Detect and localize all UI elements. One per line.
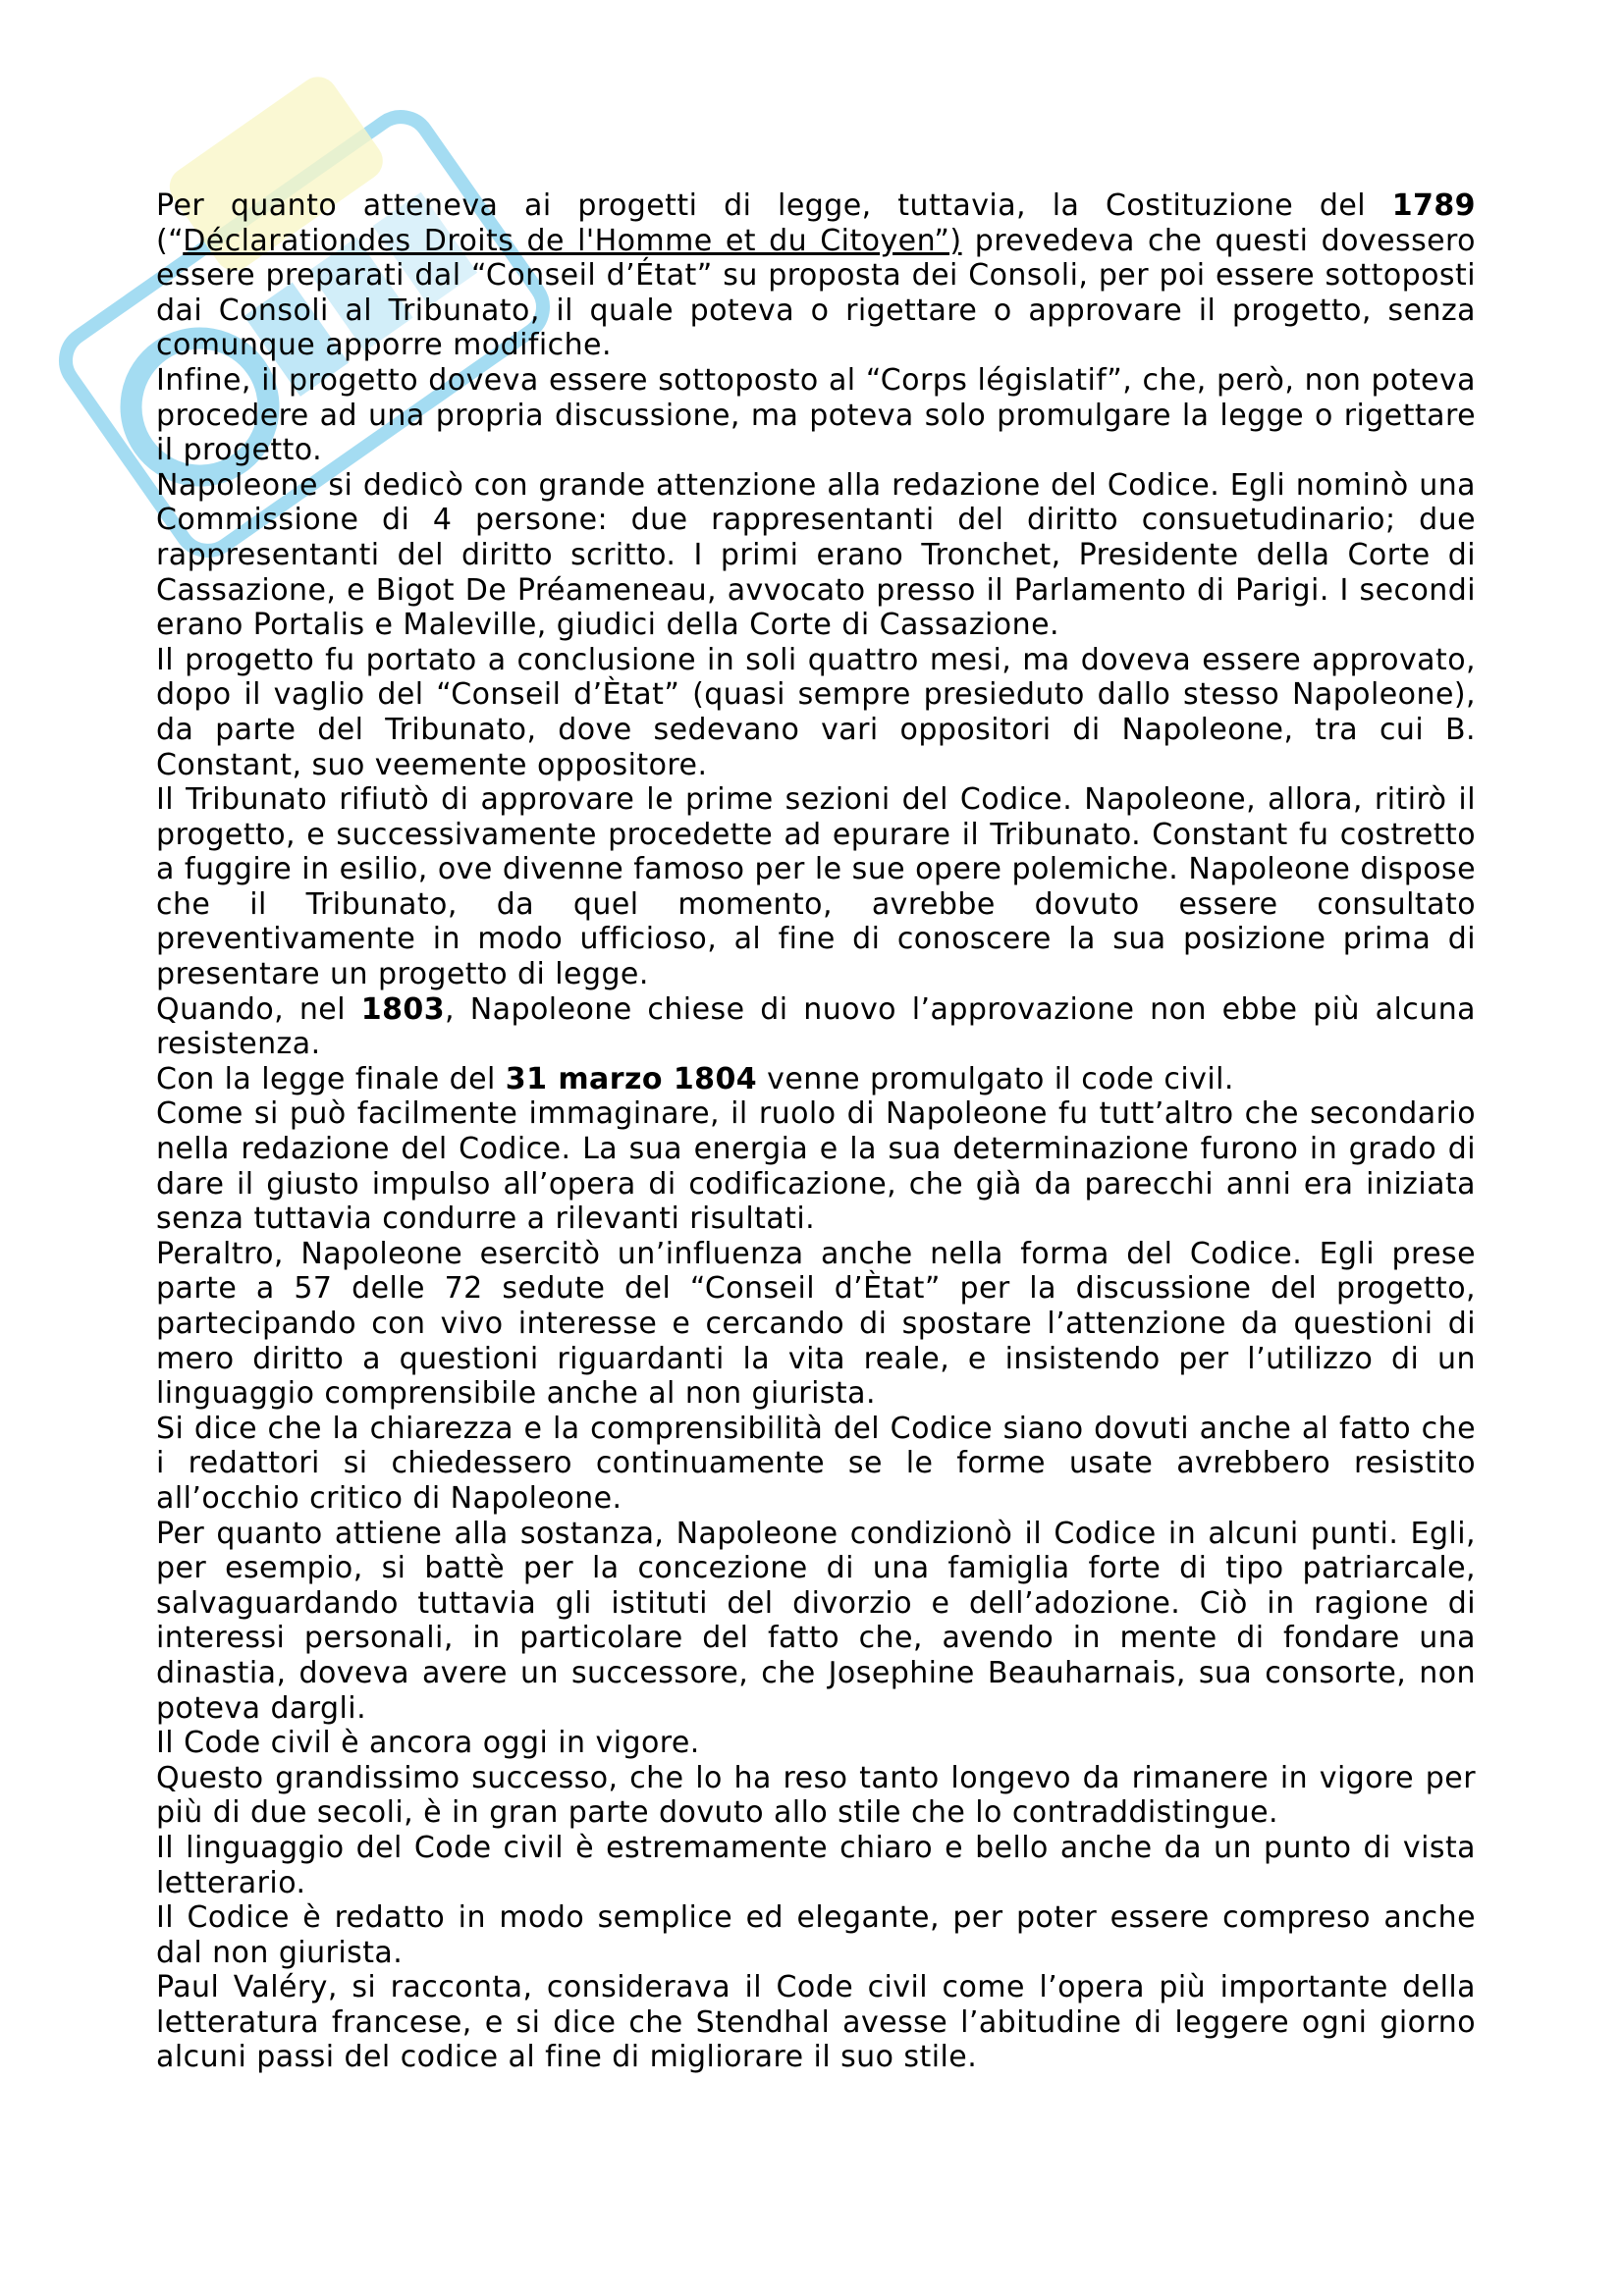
text-run: Napoleone si dedicò con grande attenzione alla redazione del Codice. Egli nominò una Commissione di 4 persone: due rappresentanti del diritto consuetudinario; due rappresentanti del diritto scritto. I primi erano Tronchet, Presidente della Corte di Cassazione, e Bigot De Préameneau, avvocato presso il Parlamento di Parigi. I secondi erano Portalis e Maleville, giudici della Corte di Cassazione. [156,467,1476,643]
text-run: Il linguaggio del Code civil è estremamente chiaro e bello anche da un punto di vista letterario. [156,1830,1476,1900]
paragraph [156,1096,1476,1236]
bold-date: 1789 [1391,188,1476,223]
paragraph [156,643,1476,782]
text-run: Paul Valéry, si racconta, considerava il Code civil come l’opera più importante della letteratura francese, e si dice che Stendhal avesse l’abitudine di leggere ogni giorno alcuni passi del codice al fine di migliorare il suo stile. [156,1970,1476,2075]
paragraph [156,363,1476,468]
paragraph [156,1412,1476,1517]
paragraph [156,1831,1476,1900]
text-run: Peraltro, Napoleone esercitò un’influenza anche nella forma del Codice. Egli prese parte a 57 delle 72 sedute del “Conseil d’Ètat” per la discussione del progetto, partecipando con vivo interesse e cercando di spostare l’attenzione da questioni di mero diritto a questioni riguardanti la vita reale, e insistendo per l’utilizzo di un linguaggio comprensibile anche al non giurista. [156,1236,1476,1412]
text-run: Questo grandissimo successo, che lo ha reso tanto longevo da rimanere in vigore per più di due secoli, è in gran parte dovuto allo stile che lo contraddistingue. [156,1760,1476,1831]
paragraph [156,992,1476,1062]
paragraph [156,468,1476,643]
text-run: Per quanto atteneva ai progetti di legge, tuttavia, la Costituzione del [156,188,1392,223]
text-run: Quando, nel [156,991,361,1027]
bold-date: 1803 [360,991,446,1027]
text-run: prevedeva che questi dovessero essere preparati dal “Conseil d’État” su proposta dei Consoli, per poi essere sottoposti dai Consoli al Tribunato, il quale poteva o rigettare o approvare il progetto, senza comunque apporre modifiche. [156,223,1476,363]
paragraph [156,1517,1476,1727]
text-run: , Napoleone chiese di nuovo l’approvazione non ebbe più alcuna resistenza. [156,991,1476,1062]
text-run: Il Codice è redatto in modo semplice ed elegante, per poter essere compreso anche dal non giurista. [156,1900,1476,1970]
text-run: Il Code civil è ancora oggi in vigore. [156,1726,700,1761]
paragraph [156,1237,1476,1412]
text-run: Come si può facilmente immaginare, il ruolo di Napoleone fu tutt’altro che secondario nella redazione del Codice. La sua energia e la sua determinazione furono in grado di dare il giusto impulso all’opera di codificazione, che già da parecchi anni era iniziata senza tuttavia condurre a rilevanti risultati. [156,1096,1476,1237]
declaration-link[interactable]: Déclarationdes Droits de l'Homme et du Citoyen”) [183,223,962,258]
paragraph [156,1900,1476,1970]
text-run: Il Tribunato rifiutò di approvare le prime sezioni del Codice. Napoleone, allora, ritirò il progetto, e successivamente procedette ad epurare il Tribunato. Constant fu costretto a fuggire in esilio, ove divenne famoso per le sue opere polemiche. Napoleone dispose che il Tribunato, da quel momento, avrebbe dovuto essere consultato preventivamente in modo ufficioso, al fine di conoscere la sua posizione prima di presentare un progetto di legge. [156,782,1476,992]
text-run: Infine, il progetto doveva essere sottoposto al “Corps législatif”, che, però, non poteva procedere ad una propria discussione, ma poteva solo promulgare la legge o rigettare il progetto. [156,362,1476,468]
text-run: (“ [156,223,184,258]
document-body [156,188,1476,2075]
text-run: Il progetto fu portato a conclusione in soli quattro mesi, ma doveva essere approvato, dopo il vaglio del “Conseil d’Ètat” (quasi sempre presieduto dallo stesso Napoleone), da parte del Tribunato, dove sedevano vari oppositori di Napoleone, tra cui B. Constant, suo veemente oppositore. [156,642,1476,782]
paragraph [156,188,1476,363]
bold-date: 31 marzo 1804 [505,1061,758,1096]
paragraph [156,1726,1476,1761]
text-run: Con la legge finale del [156,1061,506,1096]
text-run: Si dice che la chiarezza e la comprensibilità del Codice siano dovuti anche al fatto che i redattori si chiedessero continuamente se le forme usate avrebbero resistito all’occhio critico di Napoleone. [156,1411,1476,1516]
text-run: venne promulgato il code civil. [757,1061,1234,1096]
paragraph [156,1062,1476,1097]
paragraph [156,1761,1476,1831]
paragraph [156,782,1476,992]
paragraph [156,1970,1476,2075]
text-run: Per quanto attiene alla sostanza, Napoleone condizionò il Codice in alcuni punti. Egli, per esempio, si battè per la concezione di una famiglia forte di tipo patriarcale, salvaguardando tuttavia gli istituti del divorzio e dell’adozione. Ciò in ragione di interessi personali, in particolare del fatto che, avendo in mente di fondare una dinastia, doveva avere un successore, che Josephine Beauharnais, sua consorte, non poteva dargli. [156,1516,1476,1726]
